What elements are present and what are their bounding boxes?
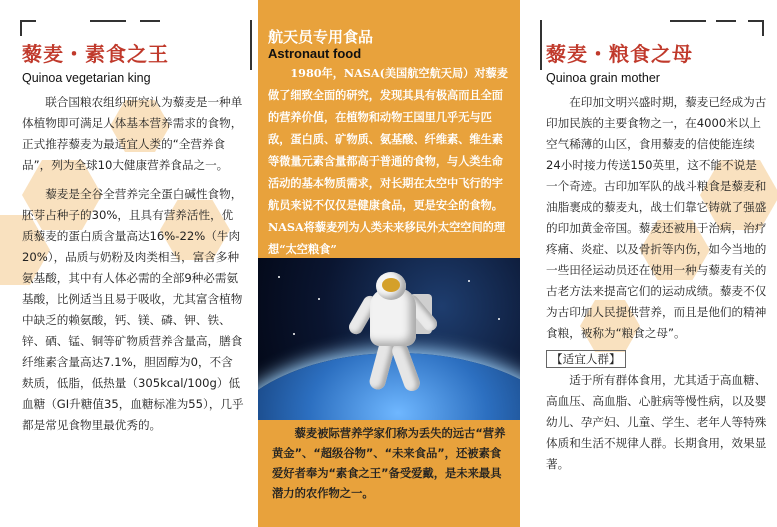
- middle-paragraph: 1980年，NASA(美国航空航天局）对藜麦做了细致全面的研究，发现其具有极高而且全面的营养价值，在植物和动物王国里几乎无与匹敌，蛋白质、矿物质、氨基酸、纤维素、维生素等微量元素含量都高于普通的食物，与人类生命活动的基本物质需求，对长期在太空中飞行的宇航员来说不仅仅是健康食品，更是安全的食物。NASA将藜麦列为人类未来移民外太空空间的理想“太空粮食”: [268, 66, 508, 256]
- left-subtitle: Quinoa vegetarian king: [22, 71, 151, 85]
- right-subtitle: Quinoa grain mother: [546, 71, 660, 85]
- star: [318, 298, 320, 300]
- divider-dash: [90, 20, 126, 22]
- corner-mark: [20, 20, 36, 36]
- middle-subtitle: Astronaut food: [268, 46, 362, 61]
- right-paragraph: 在印加文明兴盛时期，藜麦已经成为古印加民族的主要食物之一，在4000米以上空气稀薄的山区，食用藜麦的信使能连续24小时接力传送150英里，这不能不说是一个奇迹。古印加军队的战斗粮食是藜麦和油脂裹成的藜麦丸，战士们靠它铸就了强盛的印加黄金帝国。藜麦还被用于治病，治疗疼痛、炎症、以及骨折等内伤，如今当地的一些田径运动员还在使用一种与藜麦有关的古老方法来提高它们的运动成绩。藜麦不仅为古印加人民提供营养，而且是他们的精神食粮，被称为“粮食之母”。: [546, 95, 767, 340]
- suitable-crowd-tag: 【适宜人群】: [546, 350, 626, 368]
- star: [278, 276, 280, 278]
- right-column: [520, 0, 777, 527]
- middle-bottom-paragraph: 藜麦被际营养学家们称为丢失的远古“营养黄金”、“超级谷物”、“未来食品”，还被素食爱好者奉为“素食之王”备受爱戴，是未来最具潜力的农作物之一。: [272, 427, 506, 500]
- corner-mark: [748, 20, 764, 36]
- star: [468, 280, 470, 282]
- star: [498, 318, 500, 320]
- left-column: [0, 0, 258, 527]
- star: [293, 333, 295, 335]
- middle-title: 航天员专用食品: [268, 28, 374, 46]
- left-paragraph: 藜麦是全谷全营养完全蛋白碱性食物，胚芽占种子的30%，且具有营养活性，优质藜麦的蛋白质含量高达16%-22%（牛肉20%），品质与奶粉及肉类相当，富含多种氨基酸，其中有人体必需的全部9种必需氨基酸，比例适当且易于吸收，尤其富含植物中缺乏的赖氨酸，钙、镁、磷、钾、铁、锌、硒、锰、铜等矿物质营养含量高，膳食纤维素含量高达7.1%，胆固醇为0，不含麸质，低脂，低热量（305kcal/100g）低血糖（GI升糖值35，血糖标准为55），几乎都是常见食物里最优秀的。: [22, 187, 244, 432]
- divider-dash: [140, 20, 160, 22]
- right-paragraph: 适于所有群体食用，尤其适于高血糖、高血压、高血脂、心脏病等慢性病，以及婴幼儿、孕产妇、儿童、学生、老年人等特殊体质和生活不规律人群。长期食用，效果显著。: [546, 373, 767, 471]
- astronaut-visor: [382, 278, 400, 292]
- divider-dash: [716, 20, 736, 22]
- corner-mark: [236, 20, 252, 70]
- right-title: 藜麦・粮食之母: [546, 42, 693, 66]
- left-paragraph: 联合国粮农组织研究认为藜麦是一种单体植物即可满足人体基本营养需求的食物，正式推荐藜麦为最适宜人类的“全营养食品”，列为全球10大健康营养食品之一。: [22, 95, 243, 172]
- astronaut-image: [258, 258, 520, 420]
- left-title: 藜麦・素食之王: [22, 42, 169, 66]
- divider-dash: [670, 20, 706, 22]
- middle-column: [258, 0, 520, 527]
